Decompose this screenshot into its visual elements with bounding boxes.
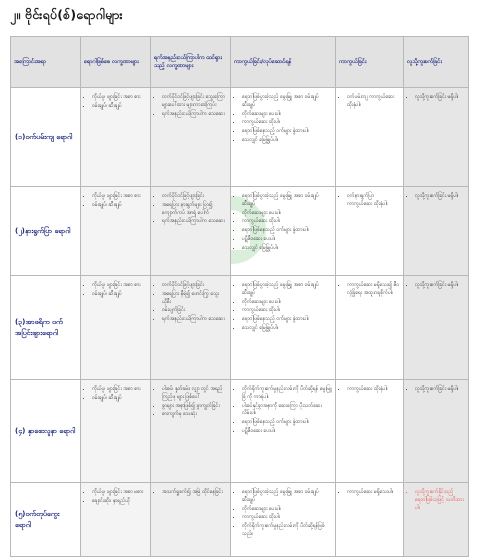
bullet-list: [154, 489, 227, 497]
bullet-list: [407, 193, 465, 201]
list-item: • တိုက်ရိုက်ကူးစက်မှုနည်းလမ်းကို ပိတ်ဆို့ရန်ဖြစ်သည်။: [242, 523, 332, 539]
list-item: • လူသို့ကူးစက်နိုင်သည့် ရောဂါဖြစ်သဖြင့် သတိထားပါ။: [415, 489, 465, 512]
bullet-list: [84, 282, 147, 299]
cell-vaccine: [336, 483, 404, 557]
table-row: [11, 380, 469, 483]
list-item: • ပါးစပ်၊ နှုတ်ခမ်း၊ လျှာ တွင် အရည်ကြည်ဖု များ ဖြစ်ပေါ်: [162, 386, 227, 402]
bullet-list: [234, 386, 332, 436]
list-item: • တက်ပိုင်ဝင်ဖြင့်ဖျားခြင်း: [162, 193, 227, 201]
cell-vaccine: [336, 187, 404, 276]
bullet-list: [339, 94, 400, 110]
cell-prevention: [231, 483, 336, 557]
cell-symptoms: [151, 483, 231, 557]
list-item: • တိုက်ဆေးများ ပေးပါ။: [242, 111, 332, 119]
cell-symptoms: [151, 276, 231, 380]
disease-name: (၂)နားရွက်ပြာ ရောဂါ: [11, 187, 81, 276]
bullet-list: [154, 282, 227, 324]
list-item: • ကိုယ်ပူ၊ ဖျားခြင်း အစာ စား: [92, 282, 147, 290]
disease-name: (၅)ဝက်တုပ်ကွေး ရောဂါ: [11, 483, 81, 557]
page-title: ၂။ ဗိုင်းရပ်(စ်)ရောဂါများ: [10, 7, 123, 22]
cell-transmission: [404, 483, 469, 557]
cell-transmission: [404, 380, 469, 483]
table-header-row: [11, 37, 469, 88]
list-item: • ချောင်းဆိုး၊ နှာရည်ယို: [92, 498, 147, 506]
header-causes: ရောဂါဖြစ်စေ လက္ခဏာများ: [81, 37, 151, 88]
list-item: • ပါးစပ်နှင့်ခွာအနာကို ဆေးကြော ပိုးသတ်ဆေး လိမ်းပါ။: [242, 403, 332, 419]
list-item: • အရေပြား နားရွက်များ ပြာ၍ ကျောက်ကပ် အာရုံ ပေါက်: [162, 202, 227, 218]
list-item: • ပဋိဇီဝဆေး ပေးပါ။: [242, 428, 332, 436]
cell-transmission: [404, 187, 469, 276]
list-item: • ရောဂါဖြစ်နေသည့် ဝက်များ ခွဲထားပါ။: [242, 227, 332, 235]
bullet-list: [407, 94, 465, 102]
list-item: • ကိုယ်ပူ၊ ဖျားခြင်း အစာ မစား: [92, 489, 147, 497]
cell-symptoms: [151, 88, 231, 187]
bullet-list: [407, 282, 465, 290]
list-item: • ဝမ်းချုပ်၊ ဆီးချုပ်: [92, 202, 147, 210]
list-item: • တိုက်ဆေးများ ပေးပါ။: [242, 299, 332, 307]
table-row: [11, 187, 469, 276]
bullet-list: [234, 282, 332, 333]
header-prevention: ကာကွယ်ခြင်း/လုပ်ဆောင်ရန်: [231, 37, 336, 88]
bullet-list: [234, 94, 332, 145]
list-item: • လူသို့ကူးစက်ခြင်း မရှိပါ။: [415, 94, 465, 102]
list-item: • ဝမ်းချုပ်၊ ဆီးချုပ်: [92, 395, 147, 403]
list-item: • ကိုယ်ပူ၊ ဖျားခြင်း အစာ စား: [92, 193, 147, 201]
bullet-list: [234, 489, 332, 539]
list-item: • တိုက်ရိုက်ကူးစက်မှုနည်းလမ်းကို ပိတ်ဆို့ရန် မွေးမြူခြံ ကို ကာရံပါ။: [242, 386, 332, 402]
bullet-list: [84, 94, 147, 111]
list-item: • ရောဂါဖြစ်ပွားခဲ့သည့် မွေးမြူ အစာ ဝမ်းချုပ်ဆီးချုပ်: [242, 193, 332, 209]
list-item: • ဝက်ပမ်းကျ ကာကွယ်ဆေး ထိုးနှံပါ။: [347, 94, 400, 110]
cell-transmission: [404, 276, 469, 380]
bullet-list: [339, 386, 400, 394]
list-item: • ရောဂါဖြစ်နေသည့် ဝက်များ ခွဲထားပါ။: [242, 128, 332, 136]
list-item: • ဝမ်းချုပ်၊ ဆီးချုပ်: [92, 291, 147, 299]
list-item: • အသက်ရှူခက်၍ အမြဲ ထိုင်နေခြင်း: [162, 489, 227, 497]
cell-prevention: [231, 276, 336, 380]
list-item: • တိုက်ဆေးများ ပေးပါ။: [242, 506, 332, 514]
cell-causes: [81, 380, 151, 483]
disease-name: (၃)အာဖရိက ဝက် အပြင်းဖျားရောဂါ: [11, 276, 81, 380]
table-row: [11, 483, 469, 557]
bullet-list: [84, 193, 147, 210]
list-item: • ဝမ်းပျက်ခြင်း: [162, 307, 227, 315]
list-item: • ကာကွယ်ဆေး ထိုးပါ။: [242, 514, 332, 522]
bullet-list: [154, 94, 227, 118]
list-item: • သေလျှင် မြေမြှုပ်ပါ။: [242, 137, 332, 145]
list-item: • ရောဂါဖြစ်နေသည့် ဝက်များ ခွဲထားပါ။: [242, 419, 332, 427]
list-item: • အရေပြား နီရဲ၍ ဖောင်းကြွ သွေးယိုစီး: [162, 291, 227, 307]
list-item: • တက်ပိုင်ဝင်ဖြင့်ဖျားခြင်း: [162, 282, 227, 290]
bullet-list: [84, 386, 147, 403]
bullet-list: [407, 386, 465, 394]
list-item: • လူသို့ကူးစက်ခြင်း မရှိပါ။: [415, 386, 465, 394]
bullet-list: [154, 386, 227, 419]
list-item: • သေလျှင် မြေမြှုပ်ပါ။: [242, 245, 332, 253]
list-item: • ရက်အနည်းငယ်ကြာပါက သေဆေး: [162, 218, 227, 226]
header-topic: အကြောင်းအရာ: [11, 37, 81, 88]
list-item: • ရောဂါဖြစ်ပွားခဲ့သည့် မွေးမြူ အစာ ဝမ်းချုပ်ဆီးချုပ်: [242, 282, 332, 298]
list-item: • လူသို့ကူးစက်ခြင်း မရှိပါ။: [415, 193, 465, 201]
bullet-list: [407, 489, 465, 512]
list-item: • ကိုယ်ပူ၊ ဖျားခြင်း အစာ စား: [92, 386, 147, 394]
cell-vaccine: [336, 276, 404, 380]
cell-symptoms: [151, 380, 231, 483]
bullet-list: [339, 489, 400, 497]
cell-causes: [81, 276, 151, 380]
list-item: • ခွာများ အနာဖြစ်၍ ခွာကျွတ်ခြင်း: [162, 403, 227, 411]
disease-name: (၁)ဝက်ပမ်းကျ ရောဂါ: [11, 88, 81, 187]
list-item: • ကိုယ်ပူ၊ ဖျားခြင်း အစာ စား: [92, 94, 147, 102]
cell-transmission: [404, 88, 469, 187]
cell-vaccine: [336, 88, 404, 187]
list-item: • စားကျက်မှ သေဆုံး: [162, 411, 227, 419]
cell-symptoms: [151, 187, 231, 276]
cell-vaccine: [336, 380, 404, 483]
list-item: • ဝမ်းချုပ်၊ ဆီးချုပ်: [92, 103, 147, 111]
cell-prevention: [231, 187, 336, 276]
disease-table: [10, 36, 469, 557]
list-item: • တက်ပိုင်ဝင်ဖြင့်ဖျားခြင်း သွေးကြောများပေါ်ထား များကားထဲကြပ်း: [162, 94, 227, 110]
cell-prevention: [231, 380, 336, 483]
list-item: • ပဋိဇီဝဆေး ပေးပါ။: [242, 236, 332, 244]
header-symptoms: ရက်အနည်းငယ်ကြာပါက ထင်ရှားသည့် လက္ခဏာများ: [151, 37, 231, 88]
list-item: • ကာကွယ်ဆေး မရှိသေး၍ ဇီဝလုံခြုံရေး အထူးဂရုစိုက်ပါ။: [347, 282, 400, 298]
list-item: • တိုက်ဆေးများ ပေးပါ။: [242, 210, 332, 218]
list-item: • ကာကွယ်ဆေး ထိုးပါ။: [242, 218, 332, 226]
list-item: • ရောဂါဖြစ်ပွားခဲ့သည့် မွေးမြူ အစာ ဝမ်းချုပ်ဆီးချုပ်: [242, 489, 332, 505]
bullet-list: [339, 282, 400, 298]
list-item: • ရက်အနည်းငယ်ကြာပါက သေဆေး: [162, 111, 227, 119]
cell-causes: [81, 187, 151, 276]
header-vaccine: ကာကွယ်ခြင်း: [336, 37, 404, 88]
bullet-list: [234, 193, 332, 252]
list-item: • ရက်အနည်းငယ်ကြာပါက သေဆေး: [162, 316, 227, 324]
list-item: • သေလျှင် မြေမြှုပ်ပါ။: [242, 325, 332, 333]
bullet-list: [84, 489, 147, 506]
list-item: • လူသို့ကူးစက်ခြင်း မရှိပါ။: [415, 282, 465, 290]
list-item: • ဝက်နားရွက်ပြာ ကာကွယ်ဆေး ထိုးနှံပါ။: [347, 193, 400, 209]
bullet-list: [154, 193, 227, 226]
list-item: • ရောဂါဖြစ်နေသည့် ဝက်များ ခွဲထားပါ။: [242, 316, 332, 324]
table-row: [11, 276, 469, 380]
cell-causes: [81, 88, 151, 187]
cell-causes: [81, 483, 151, 557]
bullet-list: [339, 193, 400, 209]
disease-name: (၄) နှာစေးလူနာ ရောဂါ: [11, 380, 81, 483]
list-item: • ရောဂါဖြစ်ပွားခဲ့သည့် မွေးမြူ အစာ ဝမ်းချုပ်ဆီးချုပ်: [242, 94, 332, 110]
list-item: • ကာကွယ်ဆေး ထိုးပါ။: [242, 119, 332, 127]
list-item: • ကာကွယ်ဆေး ထိုးပါ။: [242, 307, 332, 315]
header-transmission: လူသို့ကူးစက်ခြင်း: [404, 37, 469, 88]
list-item: • ကာကွယ်ဆေး မရှိသေးပါ။: [347, 489, 400, 497]
cell-prevention: [231, 88, 336, 187]
list-item: • ကာကွယ်ဆေး ထိုးနှံပါ။: [347, 386, 400, 394]
table-row: [11, 88, 469, 187]
